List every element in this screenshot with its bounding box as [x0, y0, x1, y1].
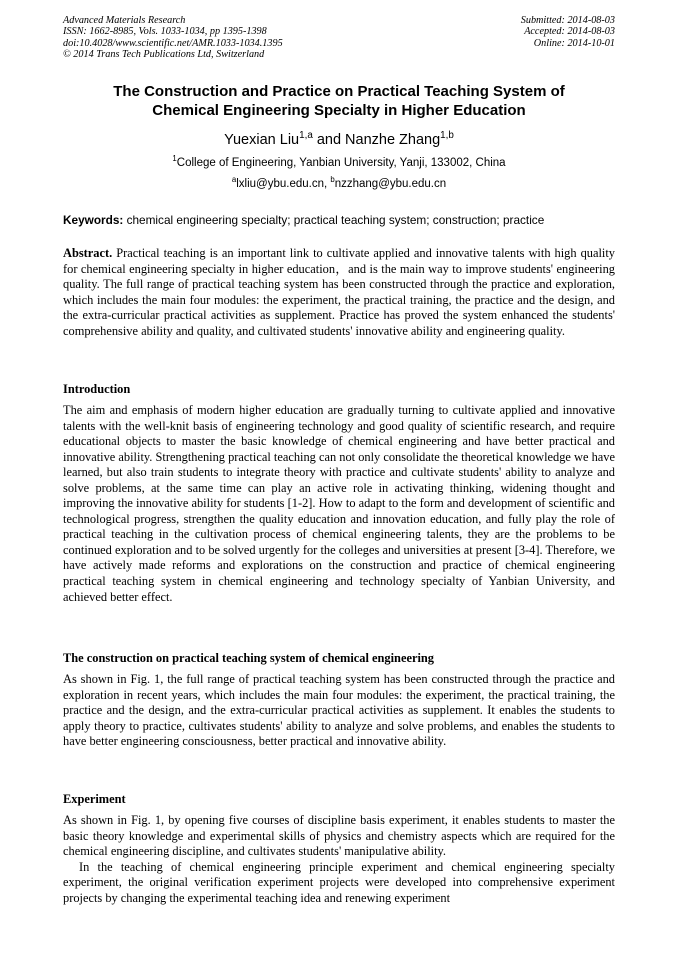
affiliation [63, 156, 615, 170]
author-2: Nanzhe Zhang [345, 132, 441, 148]
email-a-mark: a [231, 175, 237, 185]
issn-line: ISSN: 1662-8985, Vols. 1033-1034, pp 1395-1398 [63, 26, 267, 38]
title-line-2: Chemical Engineering Specialty in Higher Education [152, 102, 526, 119]
author-separator: and [312, 132, 346, 148]
section-heading-introduction: Introduction [63, 382, 131, 396]
paper-title [63, 82, 615, 120]
title-line-1: The Construction and Practice on Practical Teaching System of [113, 83, 565, 100]
email-a[interactable]: lxliu@ybu.edu.cn [236, 178, 324, 190]
journal-name: Advanced Materials Research [63, 15, 186, 26]
author-1: Yuexian Liu [224, 132, 300, 148]
copyright-line: © 2014 Trans Tech Publications Ltd, Switzerland [63, 49, 265, 61]
experiment-paragraph-2: In the teaching of chemical engineering principle experiment and chemical engineering specialty experiment, the original verification experiment projects were developed into comprehensive experiment projects by changing the experimental teaching idea and renewing experiment [63, 859, 615, 905]
author-list [63, 131, 615, 149]
abstract [63, 246, 615, 339]
submission-dates [521, 15, 615, 49]
online-date: Online: 2014-10-01 [533, 37, 615, 49]
introduction-paragraph: The aim and emphasis of modern higher education are gradually turning to cultivate applied and innovative talents with the well-knit basis of engineering technology and good quality of scientific research, and require educational objects to master the basic knowledge of chemical engineering and have better practical and innovative ability. Strengthening practical teaching can not only consolidate the theoretical knowledge we have learned, but also train students to integrate theory with practice and cultivate students' ability to analyze and solve problems, at the same time can play an active role in activating thinking, widening thought and improving the innovative ability for students [1-2]. How to adapt to the form and development of scientific and technological progress, strengthen the quality education and innovation education, and fully play the role of practical teaching in the cultivation process of chemical engineering talents, they are the problems to be continued exploration and to be solved urgently for the colleges and universities at present [3-4]. Therefore, we have actively made reforms and explorations on the construction and practice of chemical engineering practical teaching system in chemical engineering and technology specialty of Yanbian University, and achieved better effect. [63, 403, 615, 604]
keywords [63, 213, 615, 228]
experiment-paragraph-1: As shown in Fig. 1, by opening five courses of discipline basis experiment, it enables students to master the basic theory knowledge and experimental skills of physics and chemistry aspects which are required for the chemical engineering discipline, and cultivates students' manipulative ability. [63, 813, 615, 859]
keywords-label: Keywords: [63, 213, 124, 227]
doi-line: doi:10.4028/www.scientific.net/AMR.1033-1034.1395 [63, 37, 283, 49]
keywords-text: chemical engineering specialty; practical teaching system; construction; practice [123, 213, 545, 227]
introduction-body [63, 403, 615, 605]
submitted-date: Submitted: 2014-08-03 [520, 15, 615, 26]
email-b[interactable]: nzzhang@ybu.edu.cn [334, 178, 447, 190]
construction-body [63, 672, 615, 750]
affiliation-number: 1 [172, 154, 177, 164]
experiment-body [63, 813, 615, 906]
accepted-date: Accepted: 2014-08-03 [524, 26, 615, 38]
email-separator: , [323, 178, 331, 190]
section-heading-construction: The construction on practical teaching system of chemical engineering [63, 651, 434, 665]
journal-info [63, 15, 283, 61]
author-emails [63, 177, 615, 191]
author-2-affil: 1,b [440, 130, 454, 142]
construction-paragraph: As shown in Fig. 1, the full range of practical teaching system has been constructed through the practice and exploration in recent years, which includes the main four modules: the experiment, the practical training, the practice and the design, and the extra-curricular practical activities as supplement. It enables the students to apply theory to practice, cultivates students' ability to analyze and solve problems, and enables the students to have better engineering consciousness, better practical and innovative ability. [63, 672, 615, 749]
abstract-label: Abstract. [63, 246, 113, 260]
author-1-affil: 1,a [299, 130, 313, 142]
section-heading-experiment: Experiment [63, 792, 126, 806]
abstract-text: Practical teaching is an important link to cultivate applied and innovative talents with high quality for chemical engineering specialty in higher education，and is the main way to improve students' engineering quality. The full range of practical teaching system has been constructed through the practice and exploration, which includes the main four modules: the experiment, the practical training, the practice and the design, and the extra-curricular practical activities as supplement. Practice has proved the system enhanced the students' comprehensive ability and quality, and cultivated students' innovative ability and engineering quality. [63, 246, 615, 338]
affiliation-text: College of Engineering, Yanbian University, Yanji, 133002, China [176, 157, 506, 169]
email-b-mark: b [330, 175, 335, 185]
